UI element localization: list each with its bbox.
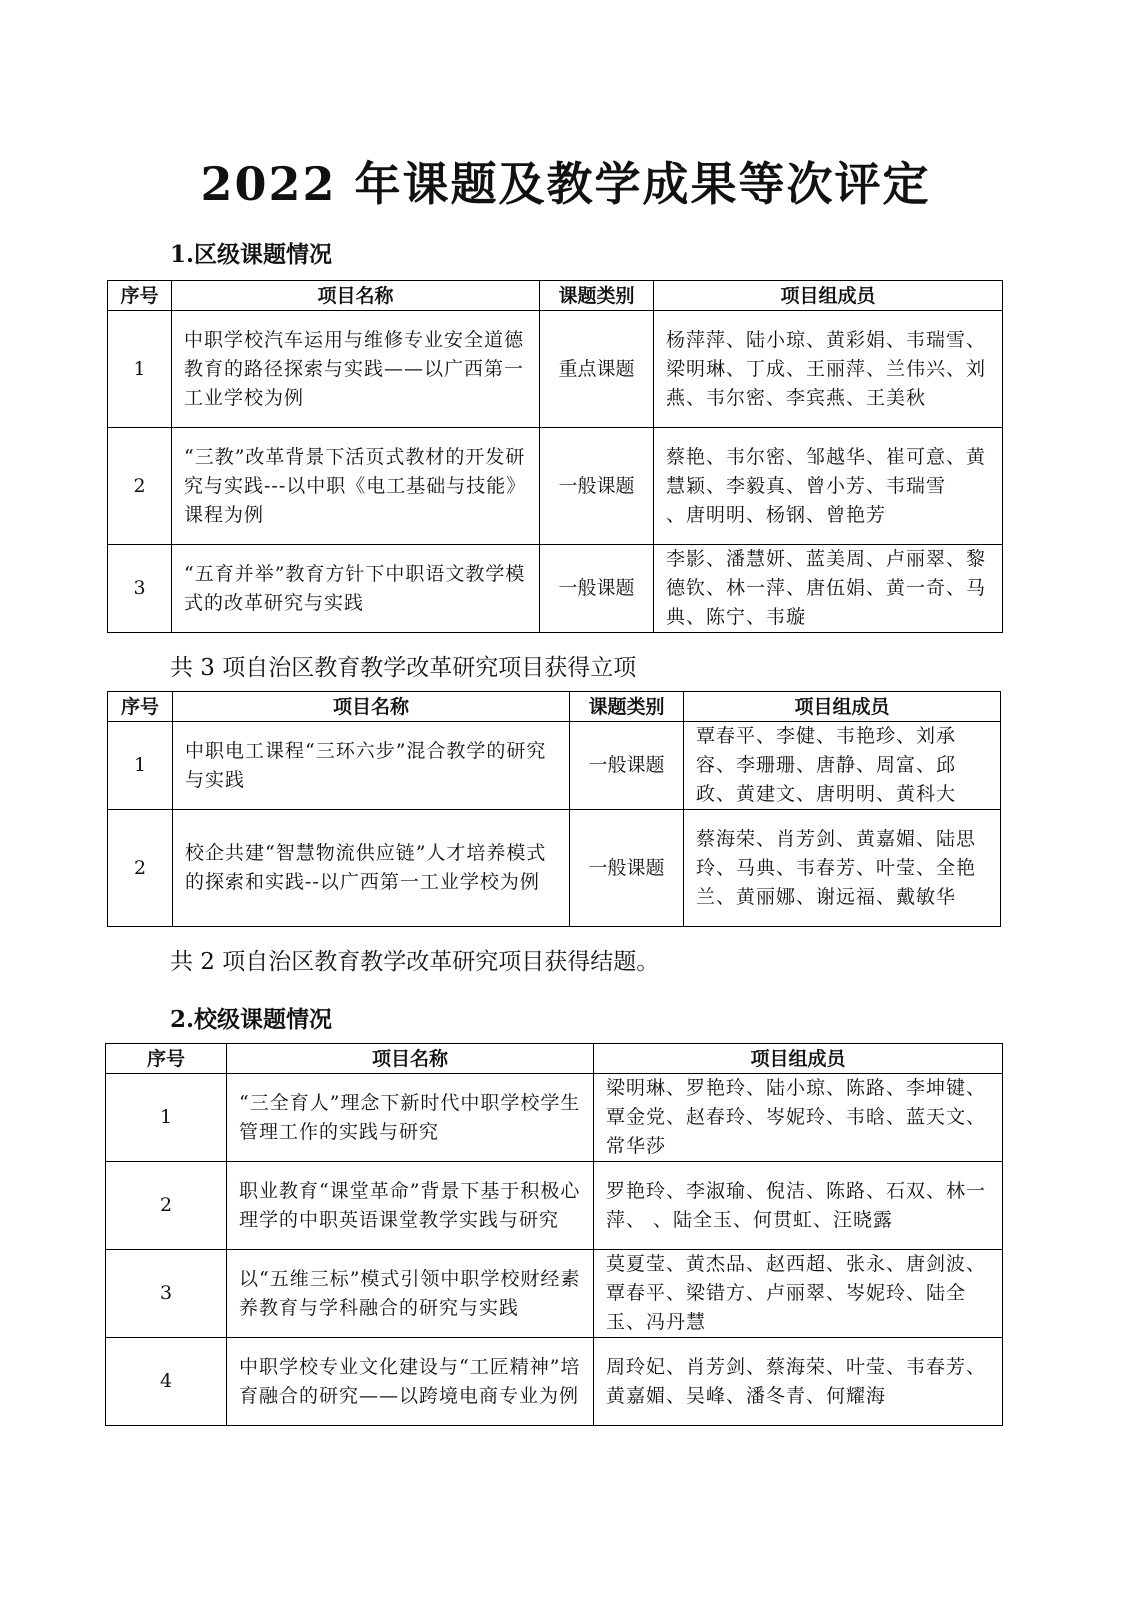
page-title: 2022 年课题及教学成果等次评定 <box>200 157 931 211</box>
district-project-table <box>107 280 1003 633</box>
row-name: 中职学校专业文化建设与“工匠精神”培育融合的研究——以跨境电商专业为例 <box>227 1338 594 1426</box>
row-no: 2 <box>108 810 173 927</box>
row-no: 1 <box>108 311 172 428</box>
row-category: 一般课题 <box>540 428 654 545</box>
row-no: 4 <box>106 1338 227 1426</box>
section2-heading: 2.校级课题情况 <box>170 1006 333 1033</box>
header-name: 项目名称 <box>173 692 570 722</box>
row-category: 一般课题 <box>540 545 654 633</box>
approval-note: 共 3 项自治区教育教学改革研究项目获得立项 <box>170 655 637 681</box>
row-category: 一般课题 <box>570 722 684 810</box>
row-members: 覃春平、李健、韦艳珍、刘承容、李珊珊、唐静、周富、邱政、黄建文、唐明明、黄科大 <box>684 722 1001 810</box>
table-row <box>108 545 1003 633</box>
row-name: “三全育人”理念下新时代中职学校学生管理工作的实践与研究 <box>227 1074 594 1162</box>
row-name: 职业教育“课堂革命”背景下基于积极心理学的中职英语课堂教学实践与研究 <box>227 1162 594 1250</box>
row-no: 3 <box>108 545 172 633</box>
school-project-table <box>105 1043 1003 1426</box>
row-name: “五育并举”教育方针下中职语文教学模式的改革研究与实践 <box>172 545 540 633</box>
row-members <box>654 428 1003 545</box>
table-row <box>108 311 1003 428</box>
row-members: 周玲妃、肖芳剑、蔡海荣、叶莹、韦春芳、黄嘉媚、吴峰、潘冬青、何耀海 <box>594 1338 1003 1426</box>
table-row <box>106 1074 1003 1162</box>
header-name: 项目名称 <box>172 281 540 311</box>
row-members: 杨萍萍、陆小琼、黄彩娟、韦瑞雪、梁明琳、丁成、王丽萍、兰伟兴、刘燕、韦尔密、李宾燕、王美秋 <box>654 311 1003 428</box>
row-no: 1 <box>108 722 173 810</box>
table-header-row <box>108 692 1001 722</box>
header-category: 课题类别 <box>570 692 684 722</box>
table-row <box>108 428 1003 545</box>
table-row <box>106 1338 1003 1426</box>
row-members: 蔡海荣、肖芳剑、黄嘉媚、陆思玲、马典、韦春芳、叶莹、全艳兰、黄丽娜、谢远福、戴敏华 <box>684 810 1001 927</box>
header-members: 项目组成员 <box>654 281 1003 311</box>
district-completion-table <box>107 691 1001 927</box>
row-members: 李影、潘慧妍、蓝美周、卢丽翠、黎德钦、林一萍、唐伍娟、黄一奇、马典、陈宁、韦璇 <box>654 545 1003 633</box>
row-members: 罗艳玲、李淑瑜、倪洁、陈路、石双、林一萍、 、陆全玉、何贯虹、汪晓露 <box>594 1162 1003 1250</box>
table-row <box>108 810 1001 927</box>
header-no: 序号 <box>108 692 173 722</box>
table-row <box>106 1250 1003 1338</box>
row-no: 2 <box>106 1162 227 1250</box>
table-header-row <box>106 1044 1003 1074</box>
table-header-row <box>108 281 1003 311</box>
row-no: 2 <box>108 428 172 545</box>
row-name: 中职电工课程“三环六步”混合教学的研究与实践 <box>173 722 570 810</box>
header-category: 课题类别 <box>540 281 654 311</box>
row-name: 校企共建“智慧物流供应链”人才培养模式的探索和实践--以广西第一工业学校为例 <box>173 810 570 927</box>
row-members-main: 蔡艳、韦尔密、邹越华、崔可意、黄慧颖、李毅真、曾小芳、韦瑞雪 <box>666 445 987 497</box>
row-no: 1 <box>106 1074 227 1162</box>
header-members: 项目组成员 <box>684 692 1001 722</box>
header-no: 序号 <box>106 1044 227 1074</box>
row-name: 中职学校汽车运用与维修专业安全道德教育的路径探索与实践——以广西第一工业学校为例 <box>172 311 540 428</box>
header-no: 序号 <box>108 281 172 311</box>
table-row <box>106 1162 1003 1250</box>
row-no: 3 <box>106 1250 227 1338</box>
header-members: 项目组成员 <box>594 1044 1003 1074</box>
row-members-extra: 、唐明明、杨钢、曾艳芳 <box>666 503 887 526</box>
row-name: 以“五维三标”模式引领中职学校财经素养教育与学科融合的研究与实践 <box>227 1250 594 1338</box>
row-members: 莫夏莹、黄杰品、赵西超、张永、唐剑波、覃春平、梁错方、卢丽翠、岑妮玲、陆全玉、冯丹慧 <box>594 1250 1003 1338</box>
completion-note: 共 2 项自治区教育教学改革研究项目获得结题。 <box>170 949 660 975</box>
row-category: 重点课题 <box>540 311 654 428</box>
header-name: 项目名称 <box>227 1044 594 1074</box>
row-name: “三教”改革背景下活页式教材的开发研究与实践---以中职《电工基础与技能》课程为例 <box>172 428 540 545</box>
section1-heading: 1.区级课题情况 <box>170 241 333 268</box>
row-category: 一般课题 <box>570 810 684 927</box>
row-members: 梁明琳、罗艳玲、陆小琼、陈路、李坤键、覃金党、赵春玲、岑妮玲、韦晗、蓝天文、常华莎 <box>594 1074 1003 1162</box>
table-row <box>108 722 1001 810</box>
